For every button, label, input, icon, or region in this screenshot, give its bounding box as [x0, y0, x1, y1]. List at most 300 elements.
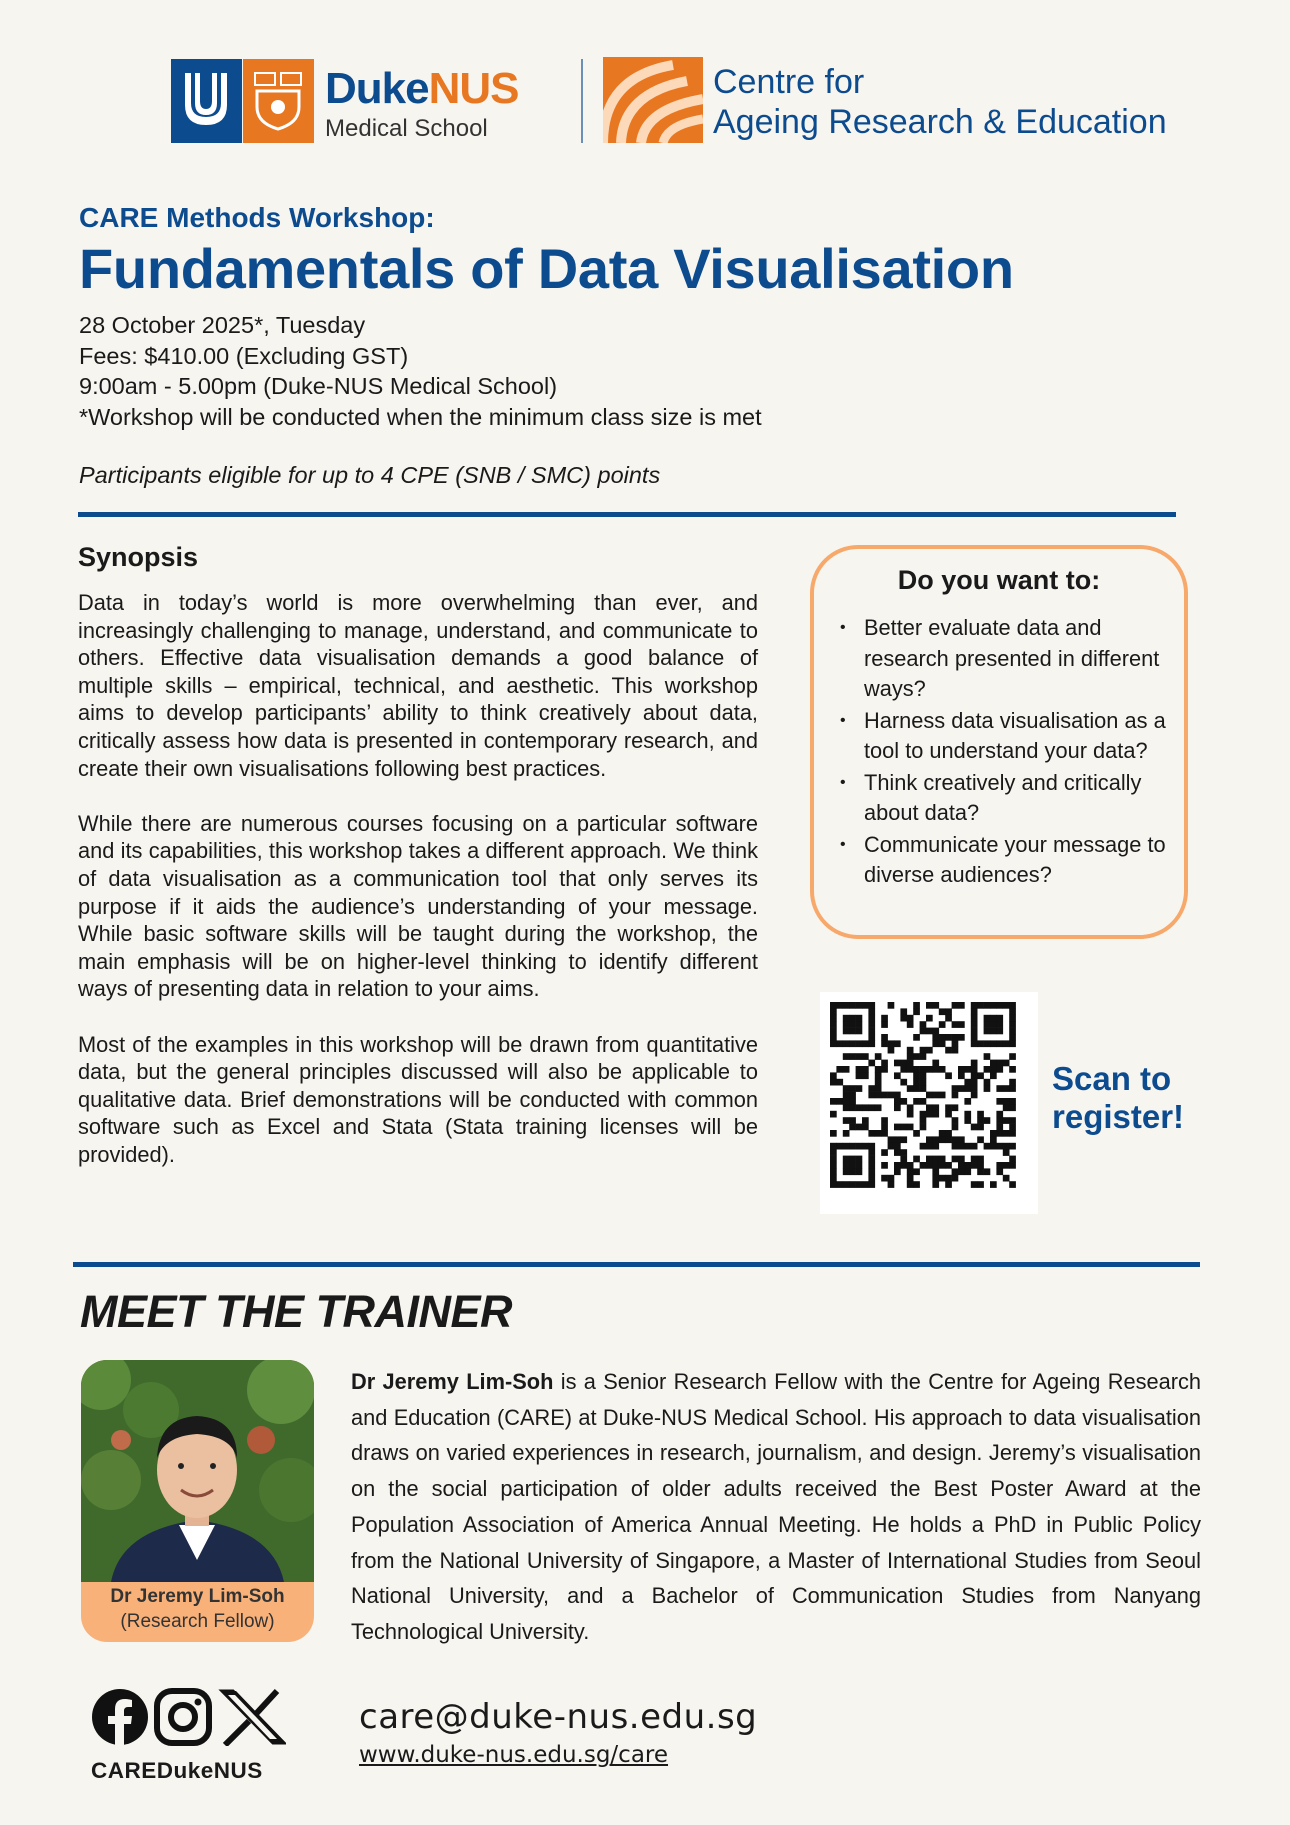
qr-module [875, 1130, 882, 1137]
qr-module [939, 1136, 946, 1143]
qr-module [881, 1034, 888, 1041]
qr-module [868, 1130, 875, 1137]
qr-module [932, 1034, 939, 1041]
do-you-want-box [810, 545, 1188, 939]
qr-module [920, 1047, 927, 1054]
qr-module [888, 1181, 895, 1188]
qr-module [830, 1079, 837, 1086]
qr-module [900, 1015, 907, 1022]
qr-module [945, 1111, 952, 1118]
qr-module [990, 1002, 997, 1009]
qr-module [1009, 1021, 1016, 1028]
qr-module [952, 1124, 959, 1131]
qr-module [830, 1034, 837, 1041]
qr-module [977, 1181, 984, 1188]
qr-module [830, 1156, 837, 1163]
scan-line-2: register! [1052, 1098, 1185, 1135]
event-time: 9:00am - 5.00pm (Duke-NUS Medical School) [79, 373, 558, 399]
qr-module [913, 1130, 920, 1137]
qr-module [932, 1060, 939, 1067]
qr-module [932, 1002, 939, 1009]
do-you-want-list [836, 613, 1176, 892]
qr-module [932, 1162, 939, 1169]
qr-module [849, 1002, 856, 1009]
qr-module [907, 1021, 914, 1028]
qr-module [830, 1098, 837, 1105]
qr-module [849, 1181, 856, 1188]
list-item: • Think creatively and critically about data? [836, 768, 1176, 829]
qr-module [964, 1066, 971, 1073]
qr-module [977, 1156, 984, 1163]
qr-module [849, 1156, 856, 1163]
qr-module [868, 1034, 875, 1041]
qr-module [964, 1098, 971, 1105]
qr-module [1009, 1053, 1016, 1060]
qr-module [932, 1181, 939, 1188]
qr-module [875, 1072, 882, 1079]
qr-module [1003, 1085, 1010, 1092]
qr-module [958, 1143, 965, 1150]
qr-module [875, 1053, 882, 1060]
instagram-icon[interactable] [157, 1691, 209, 1743]
qr-module [932, 1028, 939, 1035]
qr-module [958, 1162, 965, 1169]
qr-module [1009, 1156, 1016, 1163]
register-qr-code[interactable] [820, 992, 1038, 1214]
qr-module [830, 1021, 837, 1028]
qr-module [1009, 1040, 1016, 1047]
qr-module [996, 1060, 1003, 1067]
qr-module [1009, 1008, 1016, 1015]
qr-module [881, 1021, 888, 1028]
qr-module [952, 1002, 959, 1009]
qr-module [843, 1143, 850, 1150]
qr-module [907, 1162, 914, 1169]
qr-module [830, 1181, 837, 1188]
qr-module [881, 1040, 888, 1047]
qr-module [996, 1040, 1003, 1047]
qr-module [939, 1092, 946, 1099]
qr-module [830, 1015, 837, 1022]
list-item: • Harness data visualisation as a tool to understand your data? [836, 706, 1176, 767]
list-item: • Better evaluate data and research presented in different ways? [836, 613, 1176, 705]
qr-module [990, 1028, 997, 1035]
qr-module [849, 1085, 856, 1092]
qr-module [913, 1181, 920, 1188]
qr-module [862, 1117, 869, 1124]
qr-module [977, 1002, 984, 1009]
qr-module [843, 1098, 850, 1105]
qr-module [862, 1002, 869, 1009]
qr-module [977, 1162, 984, 1169]
qr-module [894, 1072, 901, 1079]
qr-module [958, 1021, 965, 1028]
qr-module [856, 1085, 863, 1092]
qr-module [996, 1015, 1003, 1022]
trainer-caption [81, 1584, 314, 1634]
qr-module [971, 1028, 978, 1035]
workshop-subtitle: CARE Methods Workshop: [79, 202, 435, 233]
qr-module [856, 1021, 863, 1028]
qr-module [856, 1168, 863, 1175]
qr-module [952, 1034, 959, 1041]
qr-module [907, 1104, 914, 1111]
qr-module [830, 1002, 837, 1009]
qr-module [843, 1117, 850, 1124]
qr-module [843, 1168, 850, 1175]
qr-module [868, 1168, 875, 1175]
care-logo-text [713, 62, 1167, 142]
qr-module [900, 1162, 907, 1169]
qr-module [971, 1060, 978, 1067]
qr-module [881, 1149, 888, 1156]
qr-module [894, 1143, 901, 1150]
event-date: 28 October 2025*, Tuesday [79, 312, 366, 338]
nus-crest-icon [243, 59, 314, 143]
qr-module [868, 1162, 875, 1169]
qr-module [862, 1066, 869, 1073]
qr-module [849, 1124, 856, 1131]
qr-module [830, 1028, 837, 1035]
qr-module [971, 1162, 978, 1169]
qr-module [1003, 1175, 1010, 1182]
qr-module [932, 1175, 939, 1182]
qr-module [952, 1143, 959, 1150]
qr-module [913, 1156, 920, 1163]
qr-module [1009, 1015, 1016, 1022]
qr-module [939, 1040, 946, 1047]
qr-module [971, 1066, 978, 1073]
qr-module [971, 1008, 978, 1015]
qr-module [907, 1015, 914, 1022]
qr-module [952, 1047, 959, 1054]
qr-module [856, 1143, 863, 1150]
qr-module [836, 1079, 843, 1086]
qr-module [984, 1015, 991, 1022]
qr-module [868, 1156, 875, 1163]
qr-module [958, 1002, 965, 1009]
contact-email[interactable]: care@duke-nus.edu.sg [359, 1697, 758, 1737]
qr-module [939, 1034, 946, 1041]
qr-module [856, 1028, 863, 1035]
qr-module [1009, 1002, 1016, 1009]
care-logo-icon [603, 57, 703, 143]
synopsis-paragraph: Most of the examples in this workshop will be drawn from quantitative data, but the general principles discussed will also be applicable to qualitative data. Brief demonstrations will be conducted with common software such as Excel and Stata (Stata training licenses will be provided). [78, 1031, 758, 1167]
qr-module [945, 1104, 952, 1111]
qr-module [958, 1072, 965, 1079]
qr-module [907, 1168, 914, 1175]
qr-module [881, 1066, 888, 1073]
qr-module [926, 1015, 933, 1022]
qr-module [996, 1111, 1003, 1118]
qr-module [856, 1040, 863, 1047]
qr-module [977, 1168, 984, 1175]
qr-module [920, 1162, 927, 1169]
qr-module [856, 1015, 863, 1022]
qr-module [939, 1162, 946, 1169]
qr-module [913, 1079, 920, 1086]
qr-module [875, 1104, 882, 1111]
qr-module [900, 1149, 907, 1156]
qr-module [932, 1092, 939, 1099]
qr-module [907, 1085, 914, 1092]
qr-module [984, 1168, 991, 1175]
qr-module [900, 1066, 907, 1073]
qr-module [920, 1111, 927, 1118]
qr-module [843, 1053, 850, 1060]
synopsis-paragraph: While there are numerous courses focusing on a particular software and its capabilities, this workshop takes a different approach. We think of data visualisation as a communication tool that only serves its purpose if it aids the audience’s understanding of your message. While basic software skills will be taught during the workshop, the main emphasis will be on higher-level thinking to identify different ways of presenting data in relation to your aims. [78, 810, 758, 1002]
qr-module [1003, 1098, 1010, 1105]
qr-module [920, 1021, 927, 1028]
qr-module [830, 1168, 837, 1175]
trainer-photo [81, 1360, 314, 1582]
scan-line-1: Scan to [1052, 1060, 1172, 1097]
qr-module [849, 1162, 856, 1169]
qr-module [1009, 1028, 1016, 1035]
x-icon[interactable] [221, 1691, 286, 1745]
social-icons [91, 1688, 286, 1746]
qr-module [836, 1098, 843, 1105]
event-details [79, 310, 762, 432]
qr-module [830, 1175, 837, 1182]
qr-module [920, 1117, 927, 1124]
qr-module [900, 1124, 907, 1131]
qr-module [1009, 1098, 1016, 1105]
qr-module [913, 1066, 920, 1073]
qr-module [856, 1156, 863, 1163]
qr-module [862, 1104, 869, 1111]
qr-module [900, 1136, 907, 1143]
qr-module [939, 1175, 946, 1182]
qr-module [996, 1143, 1003, 1150]
qr-module [964, 1162, 971, 1169]
qr-module [977, 1072, 984, 1079]
qr-module [958, 1156, 965, 1163]
qr-module [958, 1034, 965, 1041]
qr-module [932, 1156, 939, 1163]
qr-module [830, 1143, 837, 1150]
qr-module [849, 1028, 856, 1035]
qr-module [868, 1028, 875, 1035]
qr-module [945, 1047, 952, 1054]
qr-module [984, 1079, 991, 1086]
qr-module [952, 1136, 959, 1143]
qr-module [977, 1111, 984, 1118]
qr-module [958, 1066, 965, 1073]
qr-module [926, 1092, 933, 1099]
qr-module [1003, 1162, 1010, 1169]
qr-module [875, 1085, 882, 1092]
qr-module [894, 1104, 901, 1111]
qr-module [945, 1015, 952, 1022]
qr-module [836, 1066, 843, 1073]
qr-module [900, 1079, 907, 1086]
qr-module [1003, 1130, 1010, 1137]
trainer-bio-text: is a Senior Research Fellow with the Centre for Ageing Research and Education (CARE) at Duke-NUS Medical School. His approach to data visualisation draws on varied experiences in research, journalism, and design. Jeremy’s visualisation on the social participation of older adults received the Best Poster Award at the Population Association of America Annual Meeting. He holds a PhD in Public Policy from the National University of Singapore, a Master of International Studies from Seoul National University, and a Bachelor of Communication Studies from Nanyang Technological University. [351, 1369, 1201, 1644]
qr-module [952, 1117, 959, 1124]
qr-module [900, 1008, 907, 1015]
qr-module [888, 1143, 895, 1150]
qr-module [843, 1085, 850, 1092]
qr-module [990, 1040, 997, 1047]
qr-module [971, 1085, 978, 1092]
qr-module [939, 1021, 946, 1028]
qr-module [971, 1092, 978, 1099]
facebook-icon[interactable] [92, 1689, 148, 1745]
cpe-points: Participants eligible for up to 4 CPE (SNB / SMC) points [79, 462, 661, 488]
qr-module [920, 1124, 927, 1131]
qr-module [990, 1015, 997, 1022]
qr-module [894, 1162, 901, 1169]
qr-module [977, 1136, 984, 1143]
qr-module [990, 1136, 997, 1143]
qr-module [856, 1162, 863, 1169]
qr-module [1009, 1181, 1016, 1188]
qr-module [926, 1136, 933, 1143]
qr-module [881, 1060, 888, 1067]
trainer-photo-card [81, 1360, 314, 1642]
qr-module [952, 1175, 959, 1182]
qr-module [984, 1028, 991, 1035]
meet-trainer-heading: MEET THE TRAINER [80, 1286, 513, 1337]
qr-module [868, 1008, 875, 1015]
website-link[interactable]: www.duke-nus.edu.sg/care [359, 1742, 669, 1768]
duke-nus-subtitle: Medical School [325, 115, 488, 142]
qr-module [868, 1015, 875, 1022]
qr-module [849, 1015, 856, 1022]
qr-module [868, 1143, 875, 1150]
qr-module [952, 1085, 959, 1092]
qr-module [913, 1053, 920, 1060]
care-line-1: Centre for [713, 63, 865, 101]
qr-module [843, 1066, 850, 1073]
qr-module [836, 1002, 843, 1009]
trainer-caption-name: Dr Jeremy Lim-Soh [110, 1586, 285, 1607]
qr-module [849, 1143, 856, 1150]
qr-module [1009, 1066, 1016, 1073]
synopsis-body [78, 589, 758, 1196]
qr-module [920, 1072, 927, 1079]
qr-module [996, 1098, 1003, 1105]
qr-module [958, 1136, 965, 1143]
qr-module [843, 1092, 850, 1099]
qr-module [868, 1104, 875, 1111]
qr-module [996, 1168, 1003, 1175]
qr-module [926, 1104, 933, 1111]
qr-module [920, 1085, 927, 1092]
qr-module [843, 1015, 850, 1022]
qr-module [862, 1072, 869, 1079]
qr-module [996, 1117, 1003, 1124]
qr-module [1003, 1117, 1010, 1124]
qr-module [894, 1092, 901, 1099]
qr-module [881, 1015, 888, 1022]
qr-module [849, 1098, 856, 1105]
qr-module [990, 1060, 997, 1067]
qr-module [1009, 1079, 1016, 1086]
qr-module [984, 1040, 991, 1047]
qr-module [996, 1066, 1003, 1073]
synopsis-paragraph: Data in today’s world is more overwhelming than ever, and increasingly challenging to manage, understand, and communicate to others. Effective data visualisation demands a good balance of multiple skills – empirical, technical, and aesthetic. This workshop aims to develop participants’ ability to think creatively about data, critically assess how data is presented in contemporary research, and create their own visualisations following best practices. [78, 590, 758, 781]
qr-module [939, 1156, 946, 1163]
qr-module [1003, 1040, 1010, 1047]
qr-module [984, 1143, 991, 1150]
qr-module [830, 1149, 837, 1156]
qr-module [977, 1040, 984, 1047]
qr-module [888, 1136, 895, 1143]
qr-module [836, 1181, 843, 1188]
qr-module [868, 1175, 875, 1182]
qr-module [952, 1021, 959, 1028]
qr-module [932, 1111, 939, 1118]
qr-module [996, 1124, 1003, 1131]
qr-module [830, 1162, 837, 1169]
qr-module [920, 1143, 927, 1150]
qr-module [875, 1066, 882, 1073]
trainer-bio-name: Dr Jeremy Lim-Soh [351, 1369, 554, 1394]
qr-module [836, 1143, 843, 1150]
qr-module [868, 1040, 875, 1047]
qr-module [1003, 1002, 1010, 1009]
qr-module [964, 1143, 971, 1150]
qr-module [932, 1040, 939, 1047]
qr-module [964, 1085, 971, 1092]
qr-module [977, 1124, 984, 1131]
qr-module [907, 1124, 914, 1131]
qr-module [894, 1149, 901, 1156]
qr-module [849, 1168, 856, 1175]
qr-module [849, 1021, 856, 1028]
qr-module [932, 1104, 939, 1111]
qr-module [830, 1008, 837, 1015]
qr-module [932, 1168, 939, 1175]
qr-module [990, 1072, 997, 1079]
qr-module [843, 1130, 850, 1137]
scan-to-register [1052, 1060, 1184, 1136]
qr-module [920, 1053, 927, 1060]
qr-module [881, 1175, 888, 1182]
qr-module [964, 1079, 971, 1086]
qr-module [888, 1092, 895, 1099]
qr-module [856, 1124, 863, 1131]
qr-module [939, 1008, 946, 1015]
qr-module [1009, 1162, 1016, 1169]
qr-module [907, 1047, 914, 1054]
qr-module [964, 1111, 971, 1118]
qr-module [868, 1092, 875, 1099]
qr-module [920, 1079, 927, 1086]
qr-module [984, 1002, 991, 1009]
qr-module [945, 1136, 952, 1143]
qr-module [952, 1156, 959, 1163]
qr-module [1009, 1085, 1016, 1092]
workshop-title: Fundamentals of Data Visualisation [79, 237, 1014, 300]
qr-module [843, 1156, 850, 1163]
qr-module [1009, 1130, 1016, 1137]
qr-module [971, 1079, 978, 1086]
qr-module [856, 1002, 863, 1009]
qr-module [849, 1053, 856, 1060]
qr-module [907, 1175, 914, 1182]
synopsis-heading: Synopsis [78, 542, 199, 572]
qr-module [900, 1060, 907, 1067]
qr-module [996, 1130, 1003, 1137]
qr-module [1009, 1124, 1016, 1131]
qr-module [888, 1047, 895, 1054]
qr-module [952, 1040, 959, 1047]
qr-module [862, 1181, 869, 1188]
qr-module [900, 1098, 907, 1105]
